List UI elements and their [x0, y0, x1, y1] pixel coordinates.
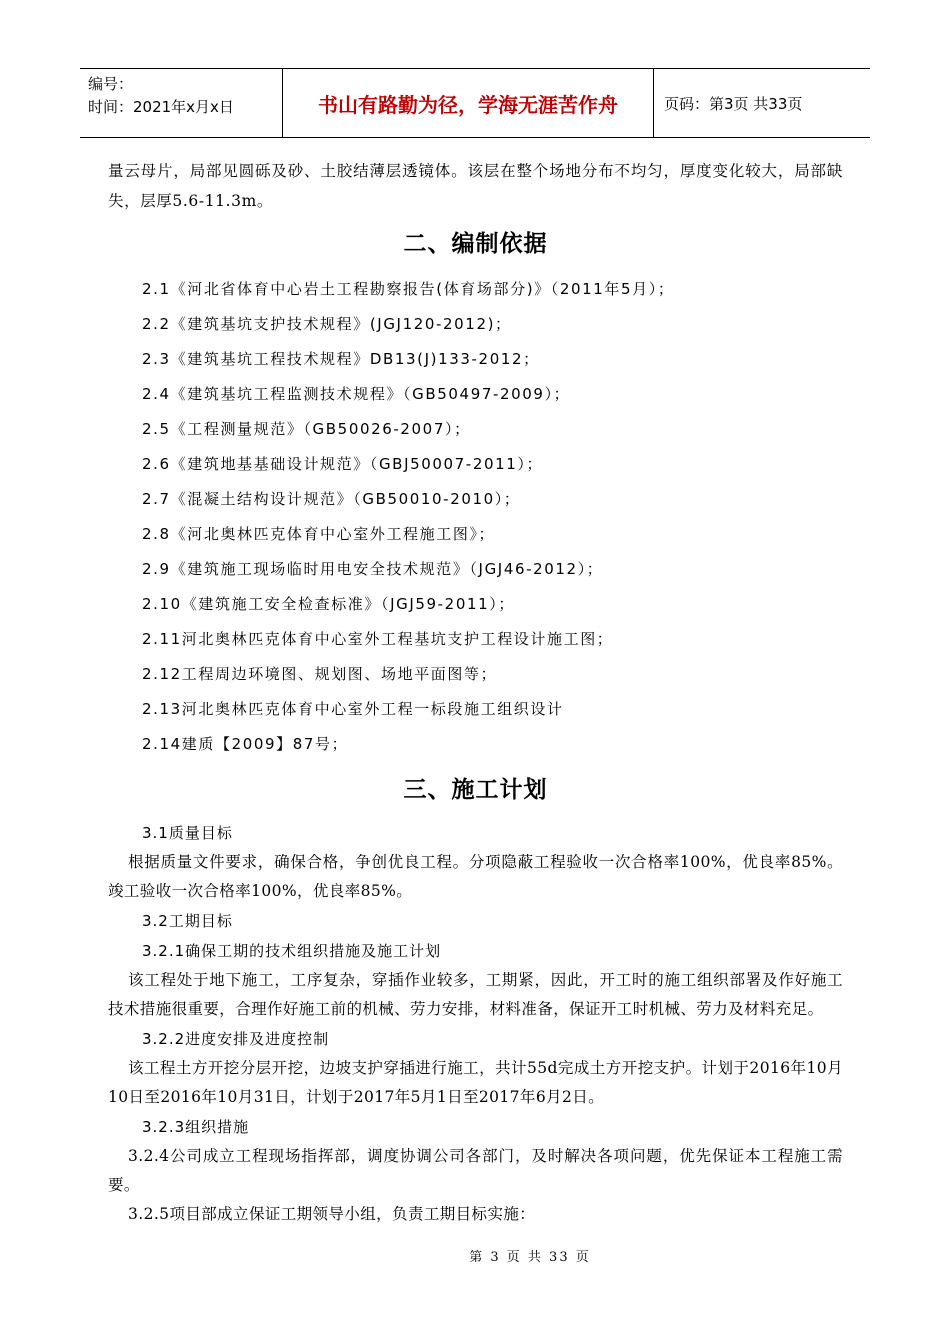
reference-item: 2.9《建筑施工现场临时用电安全技术规范》（JGJ46-2012）； [142, 560, 604, 578]
paragraph-command-center: 3.2.4公司成立工程现场指挥部，调度协调公司各部门，及时解决各项问题，优先保证本工程施工需要。 [108, 1147, 843, 1194]
header-meta [80, 69, 282, 137]
reference-item: 2.7《混凝土结构设计规范》（GB50010-2010）； [142, 490, 521, 508]
paragraph-progress-control: 该工程土方开挖分层开挖，边坡支护穿插进行施工，共计55d完成土方开挖支护。计划于2016年10月10日至2016年10月31日，计划于2017年5月1日至2017年6月2日。 [108, 1059, 843, 1106]
subheading-tech-measures: 3.2.1确保工期的技术组织措施及施工计划 [142, 942, 442, 960]
header-page-info: 页码：第3页 共33页 [664, 94, 803, 113]
subheading-quality-goal: 3.1质量目标 [142, 824, 233, 842]
intro-paragraph: 量云母片，局部见圆砾及砂、土胶结薄层透镜体。该层在整个场地分布不均匀，厚度变化较大，局部缺失，层厚5.6-11.3m。 [108, 162, 843, 210]
paragraph-leadership-group: 3.2.5项目部成立保证工期领导小组，负责工期目标实施： [128, 1205, 536, 1223]
reference-item: 2.2《建筑基坑支护技术规程》(JGJ120-2012)； [142, 315, 512, 333]
page-header [80, 68, 870, 138]
reference-item: 2.5《工程测量规范》（GB50026-2007）； [142, 420, 471, 438]
subheading-schedule-goal: 3.2工期目标 [142, 912, 233, 930]
reference-item: 2.3《建筑基坑工程技术规程》DB13(J)133-2012； [142, 350, 540, 368]
reference-item: 2.8《河北奥林匹克体育中心室外工程施工图》； [142, 525, 496, 543]
reference-item: 2.11河北奥林匹克体育中心室外工程基坑支护工程设计施工图； [142, 630, 614, 648]
paragraph-tech-measures: 该工程处于地下施工，工序复杂，穿插作业较多，工期紧，因此，开工时的施工组织部署及作好施工技术措施很重要，合理作好施工前的机械、劳力安排，材料准备，保证开工时机械、劳力及材料充足。 [108, 971, 843, 1018]
reference-item: 2.14建质【2009】87号； [142, 735, 349, 753]
document-body [108, 156, 843, 1229]
doc-time-label: 时间：2021年x月x日 [88, 98, 234, 116]
page-footer: 第 3 页 共 33 页 [469, 1250, 591, 1265]
section-title-plan: 三、施工计划 [403, 777, 548, 803]
paragraph-quality-goal: 根据质量文件要求，确保合格，争创优良工程。分项隐蔽工程验收一次合格率100%，优良率85%。竣工验收一次合格率100%，优良率85%。 [108, 853, 843, 900]
header-motto: 书山有路勤为径，学海无涯苦作舟 [282, 69, 654, 137]
reference-item: 2.12工程周边环境图、规划图、场地平面图等； [142, 665, 498, 683]
reference-item: 2.4《建筑基坑工程监测技术规程》（GB50497-2009）； [142, 385, 571, 403]
subheading-progress-control: 3.2.2进度安排及进度控制 [142, 1030, 330, 1048]
reference-list [108, 272, 843, 762]
reference-item: 2.6《建筑地基基础设计规范》（GBJ50007-2011）； [142, 455, 544, 473]
reference-item: 2.1《河北省体育中心岩土工程勘察报告(体育场部分)》（2011年5月）； [142, 280, 675, 298]
reference-item: 2.10《建筑施工安全检查标准》（JGJ59-2011）； [142, 595, 515, 613]
reference-item: 2.13河北奥林匹克体育中心室外工程一标段施工组织设计 [142, 700, 564, 718]
doc-number-label: 编号： [88, 75, 134, 93]
section-title-basis: 二、编制依据 [403, 231, 548, 257]
subheading-organization: 3.2.3组织措施 [142, 1118, 250, 1136]
